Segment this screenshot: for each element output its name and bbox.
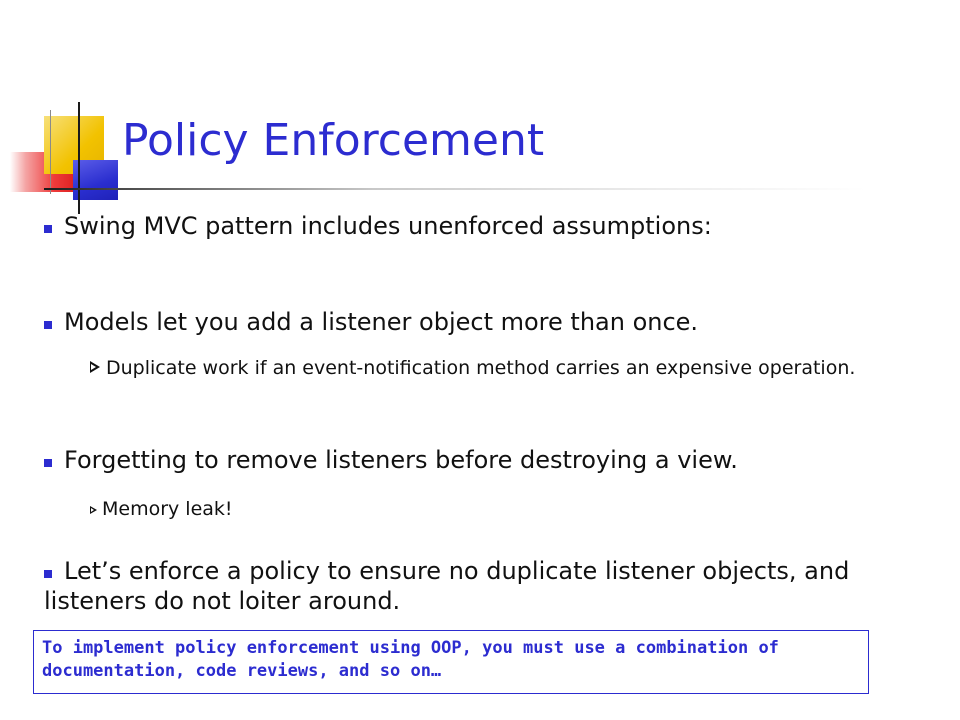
decorative-vertical-line-thin xyxy=(50,110,51,194)
bullet-marker xyxy=(44,570,52,578)
arrow-bullet-icon xyxy=(90,361,100,373)
bullet-item xyxy=(64,308,924,338)
sub-bullet-item xyxy=(90,354,920,383)
bullet-marker xyxy=(44,459,52,467)
bullet-item xyxy=(64,212,924,242)
arrow-bullet-icon xyxy=(90,506,97,514)
sub-bullet-text: Memory leak! xyxy=(102,498,233,520)
bullet-item xyxy=(64,446,924,476)
slide-title: Policy Enforcement xyxy=(122,115,545,166)
bullet-text: Let’s enforce a policy to ensure no duplicate listener objects, and listeners do not loiter around. xyxy=(44,557,850,615)
bullet-text: Swing MVC pattern includes unenforced assumptions: xyxy=(64,212,712,240)
decorative-vertical-line xyxy=(78,102,80,214)
sub-bullet-text: Duplicate work if an event-notification method carries an expensive operation. xyxy=(106,357,856,379)
title-underline xyxy=(44,188,866,190)
bullet-text: Forgetting to remove listeners before destroying a view. xyxy=(64,446,738,474)
sub-bullet-item xyxy=(90,495,920,524)
bullet-marker xyxy=(44,225,52,233)
bullet-text: Models let you add a listener object more than once. xyxy=(64,308,699,336)
note-box: To implement policy enforcement using OOP, you must use a combination of documentation, code reviews, and so on… xyxy=(33,630,869,694)
bullet-marker xyxy=(44,321,52,329)
bullet-item xyxy=(44,557,924,616)
